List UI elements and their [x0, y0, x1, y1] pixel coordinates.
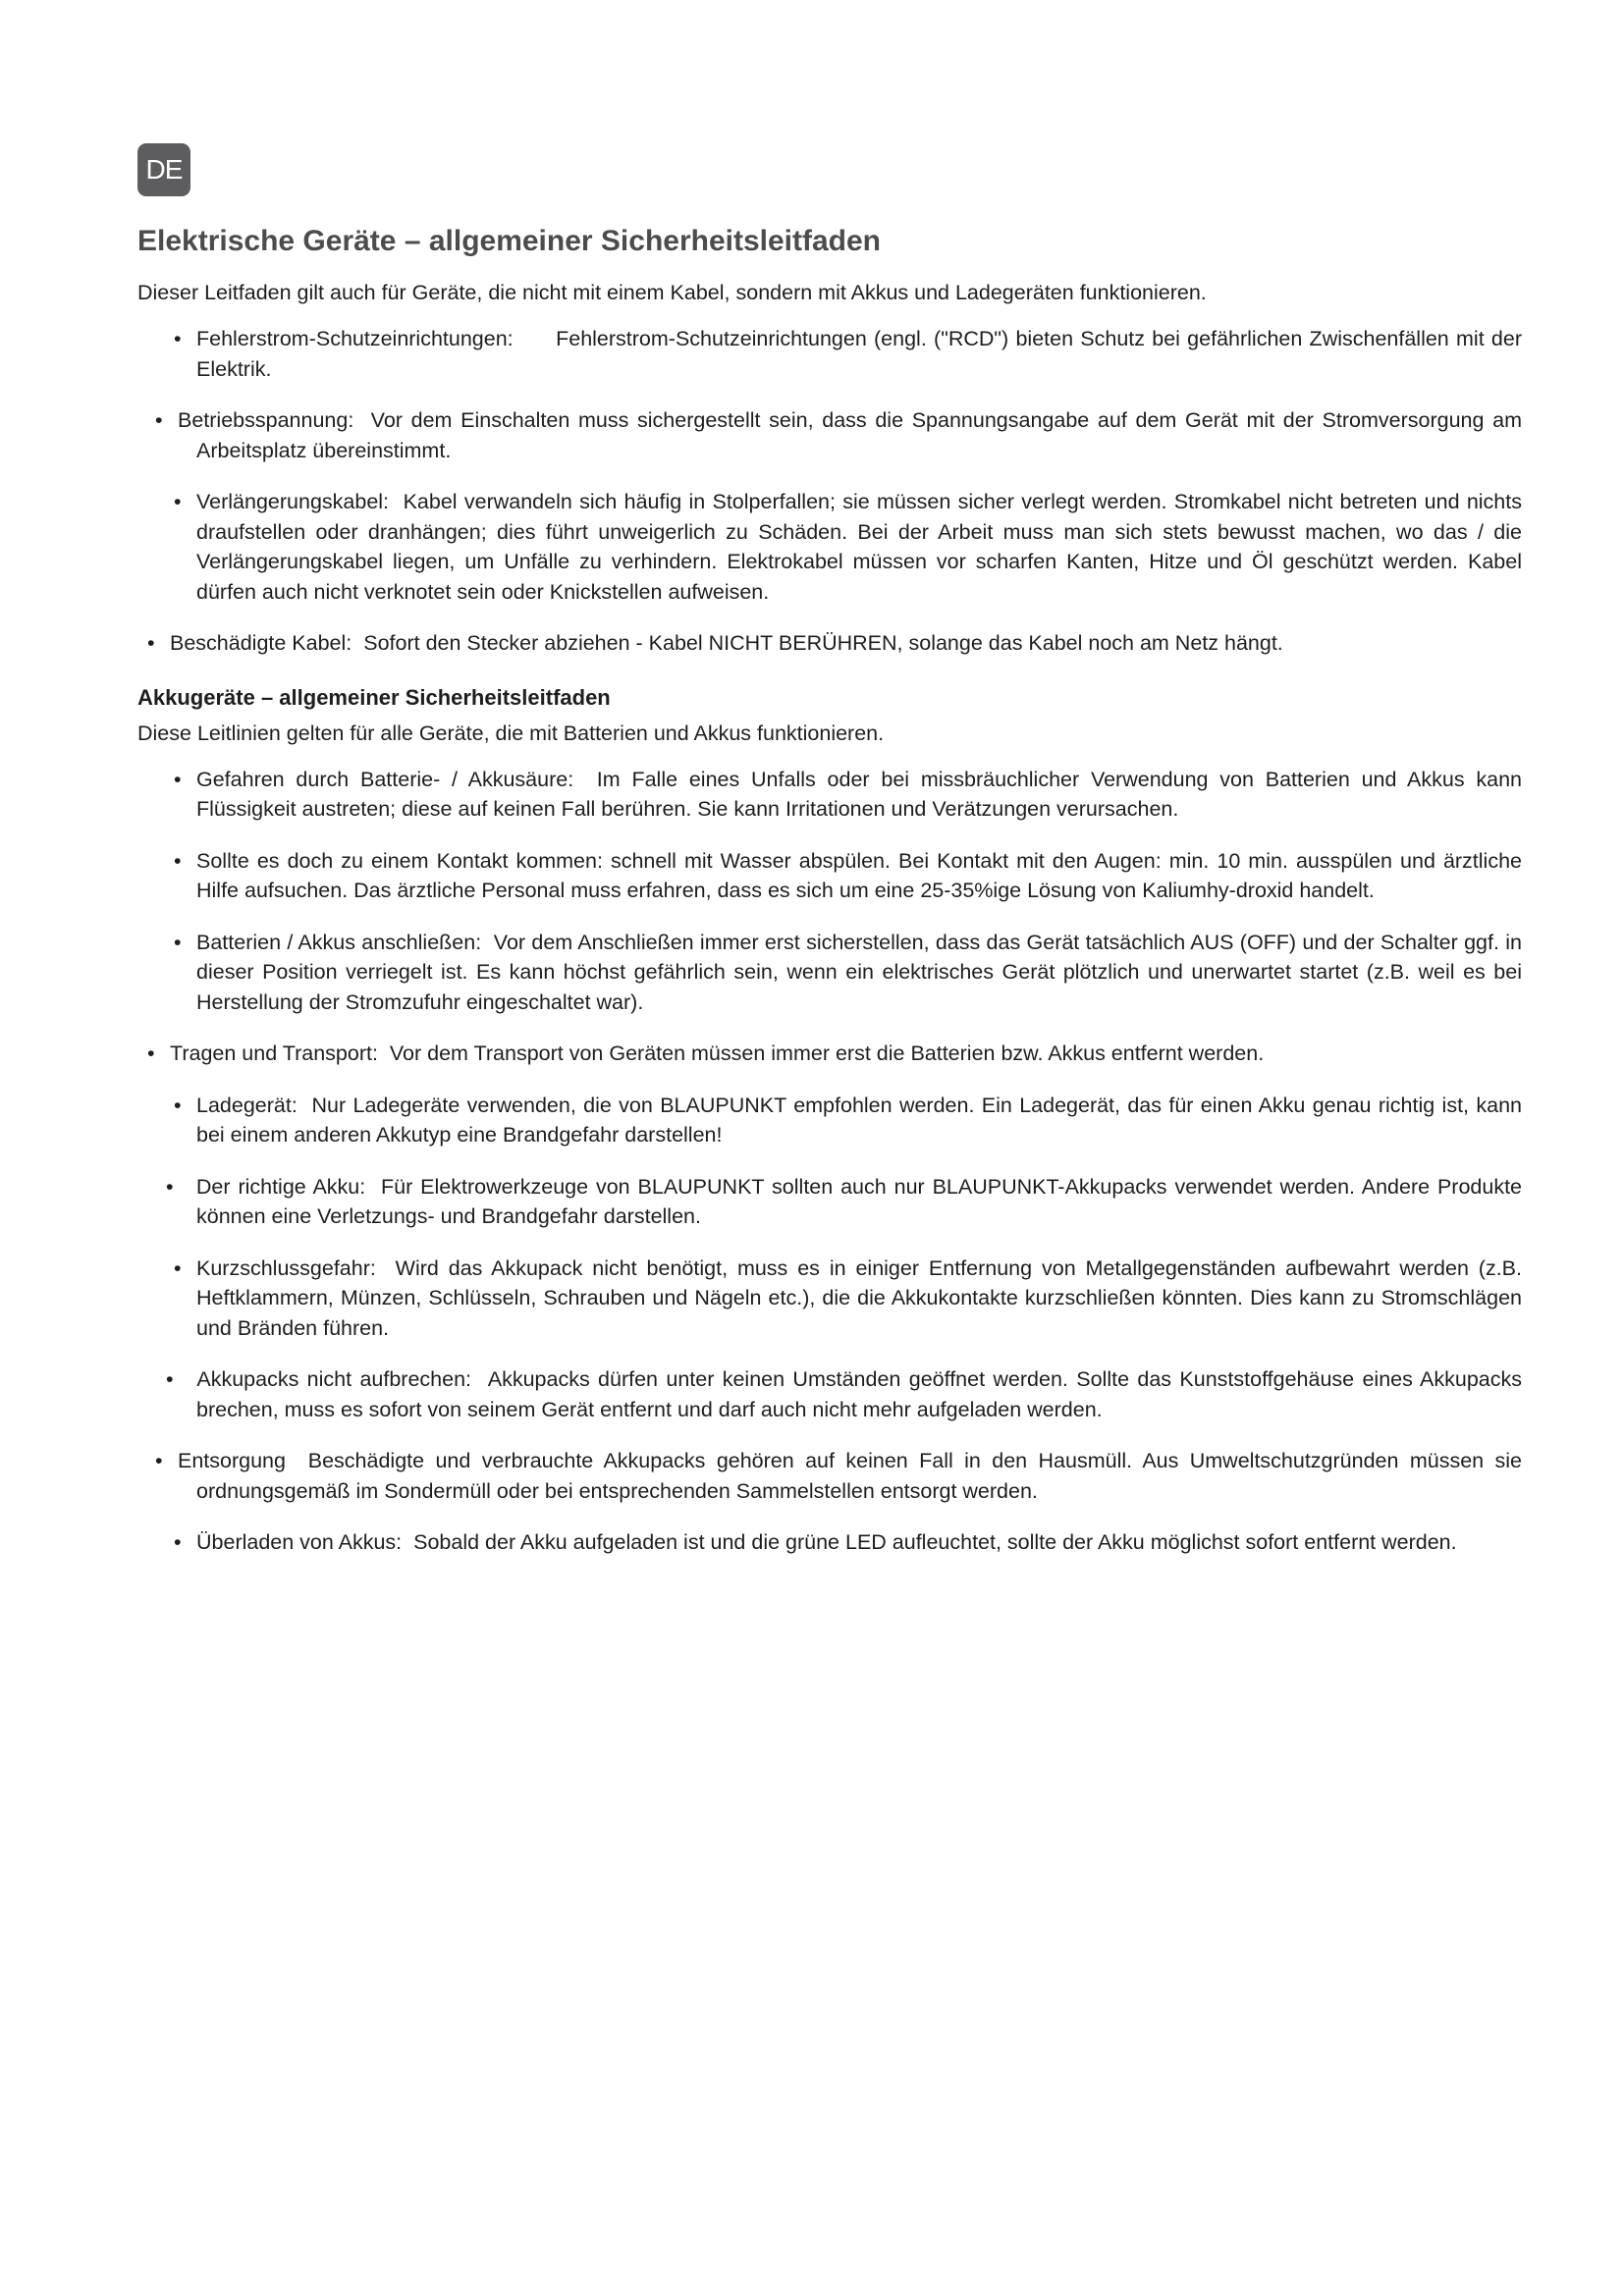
item-text: Sobald der Akku aufgeladen ist und die grüne LED aufleuchtet, sollte der Akku möglichst sofort entfernt werden.: [413, 1530, 1457, 1554]
bullet-icon: •: [174, 930, 182, 954]
item-term: Verlängerungskabel:: [196, 490, 390, 513]
item-text: Fehlerstrom-Schutzeinrichtungen (engl. ("RCD") bieten Schutz bei gefährlichen Zwischenfällen mit der Elektrik.: [196, 327, 1522, 381]
bullet-icon: •: [147, 631, 155, 655]
item-text: Für Elektrowerkzeuge von BLAUPUNKT sollten auch nur BLAUPUNKT-Akkupacks verwendet werden. Andere Produkte können eine Verletzungs- und Brandgefahr darstellen.: [196, 1174, 1523, 1228]
document-body: [137, 222, 1522, 1579]
bullet-icon: •: [166, 1174, 174, 1199]
item-text: Sollte es doch zu einem Kontakt kommen: schnell mit Wasser abspülen. Bei Kontakt mit den Augen: min. 10 min. ausspülen und ärztliche Hilfe aufsuchen. Das ärztliche Personal muss erfahren, dass es sich um eine 25-35%ige Lösung von Kaliumhy-droxid handelt.: [196, 848, 1522, 902]
item-term: Überladen von Akkus:: [196, 1530, 403, 1554]
item-term: Entsorgung: [178, 1449, 286, 1472]
list-item: [137, 1446, 1522, 1506]
list-item: [137, 1172, 1522, 1232]
list-item: [137, 765, 1522, 825]
bullet-icon: •: [174, 327, 182, 350]
list-item: [137, 1091, 1522, 1150]
item-text: Vor dem Einschalten muss sichergestellt sein, dass die Spannungsangabe auf dem Gerät mit der Stromversorgung am Arbeitsplatz übereinstimmt.: [196, 408, 1523, 462]
intro-text: Dieser Leitfaden gilt auch für Geräte, die nicht mit einem Kabel, sondern mit Akkus und Ladegeräten funktionieren.: [137, 281, 1207, 304]
bullet-icon: •: [174, 1530, 182, 1554]
list-item: [137, 846, 1522, 906]
bullet-icon: •: [155, 1449, 163, 1472]
item-text: Vor dem Anschließen immer erst sicherstellen, dass das Gerät tatsächlich AUS (OFF) und der Schalter ggf. in dieser Position verriegelt ist. Es kann höchst gefährlich sein, wenn ein elektrisches Gerät plötzlich und unerwartet startet (z.B. weil es bei Herstellung der Stromzufuhr eingeschaltet war).: [196, 930, 1522, 1014]
bullet-icon: •: [166, 1367, 174, 1391]
list-item: [137, 1364, 1522, 1424]
item-text: Wird das Akkupack nicht benötigt, muss es in einiger Entfernung von Metallgegenständen aufbewahrt werden (z.B. Heftklammern, Münzen, Schlüsseln, Schrauben und Nägeln etc.), die die Akkukontakte kurzschließen könnten. Dies kann zu Stromschlägen und Bränden führen.: [196, 1255, 1523, 1340]
bullet-icon: •: [174, 490, 182, 513]
item-term: Batterien / Akkus anschließen:: [196, 930, 482, 954]
item-text: Akkupacks dürfen unter keinen Umständen geöffnet werden. Sollte das Kunststoffgehäuse eines Akkupacks brechen, muss es sofort von seinem Gerät entfernt und darf auch nicht mehr aufgeladen werden.: [196, 1367, 1523, 1421]
electrical-safety-list: [137, 324, 1522, 659]
item-term: Kurzschlussgefahr:: [196, 1255, 376, 1280]
list-item: [137, 1039, 1522, 1069]
bullet-icon: •: [174, 1093, 182, 1117]
item-term: Fehlerstrom-Schutzeinrichtungen:: [196, 327, 514, 350]
section-intro: Diese Leitlinien gelten für alle Geräte, die mit Batterien und Akkus funktionieren.: [137, 721, 885, 745]
item-term: Betriebsspannung:: [178, 408, 354, 432]
page-title: Elektrische Geräte – allgemeiner Sicherheitsleitfaden: [137, 225, 882, 257]
bullet-icon: •: [174, 1255, 182, 1280]
item-term: Tragen und Transport:: [170, 1041, 378, 1065]
language-badge: DE: [137, 143, 190, 196]
bullet-icon: •: [174, 848, 182, 873]
item-text: Im Falle eines Unfalls oder bei missbräuchlicher Verwendung von Batterien und Akkus kann Flüssigkeit austreten; diese auf keinen Fall berühren. Sie kann Irritationen und Verätzungen verursachen.: [196, 767, 1523, 821]
item-term: Ladegerät:: [196, 1093, 298, 1117]
bullet-icon: •: [147, 1041, 155, 1065]
item-text: Nur Ladegeräte verwenden, die von BLAUPUNKT empfohlen werden. Ein Ladegerät, das für einen Akku genau richtig ist, kann bei einem anderen Akkutyp eine Brandgefahr darstellen!: [196, 1093, 1522, 1147]
item-text: Beschädigte und verbrauchte Akkupacks gehören auf keinen Fall in den Hausmüll. Aus Umweltschutzgründen müssen sie ordnungsgemäß im Sondermüll oder bei entsprechenden Sammelstellen entsorgt werden.: [196, 1449, 1522, 1503]
list-item: [137, 628, 1522, 659]
bullet-icon: •: [155, 408, 163, 432]
item-text: Sofort den Stecker abziehen - Kabel NICHT BERÜHREN, solange das Kabel noch am Netz hängt.: [363, 631, 1283, 655]
item-term: Beschädigte Kabel:: [170, 631, 352, 655]
section-subtitle: Akkugeräte – allgemeiner Sicherheitsleitfaden: [137, 684, 611, 710]
item-term: Gefahren durch Batterie- / Akkusäure:: [196, 767, 574, 791]
battery-safety-list: [137, 765, 1522, 1558]
list-item: [137, 1527, 1522, 1558]
bullet-icon: •: [174, 767, 182, 791]
list-item: [137, 405, 1522, 465]
item-text: Kabel verwandeln sich häufig in Stolperfallen; sie müssen sicher verlegt werden. Stromkabel nicht betreten und nichts draufstellen oder dranhängen; dies führt unweigerlich zu Schäden. Bei der Arbeit muss man sich stets bewusst machen, wo das / die Verlängerungskabel liegen, um Unfälle zu verhindern. Elektrokabel müssen vor scharfen Kanten, Hitze und Öl geschützt werden. Kabel dürfen auch nicht verknotet sein oder Knickstellen aufweisen.: [196, 490, 1522, 604]
list-item: [137, 1254, 1522, 1344]
list-item: [137, 324, 1522, 384]
item-term: Der richtige Akku:: [195, 1174, 366, 1199]
list-item: [137, 928, 1522, 1018]
list-item: [137, 487, 1522, 607]
item-text: Vor dem Transport von Geräten müssen immer erst die Batterien bzw. Akkus entfernt werden.: [389, 1041, 1265, 1065]
item-term: Akkupacks nicht aufbrechen:: [196, 1367, 472, 1391]
